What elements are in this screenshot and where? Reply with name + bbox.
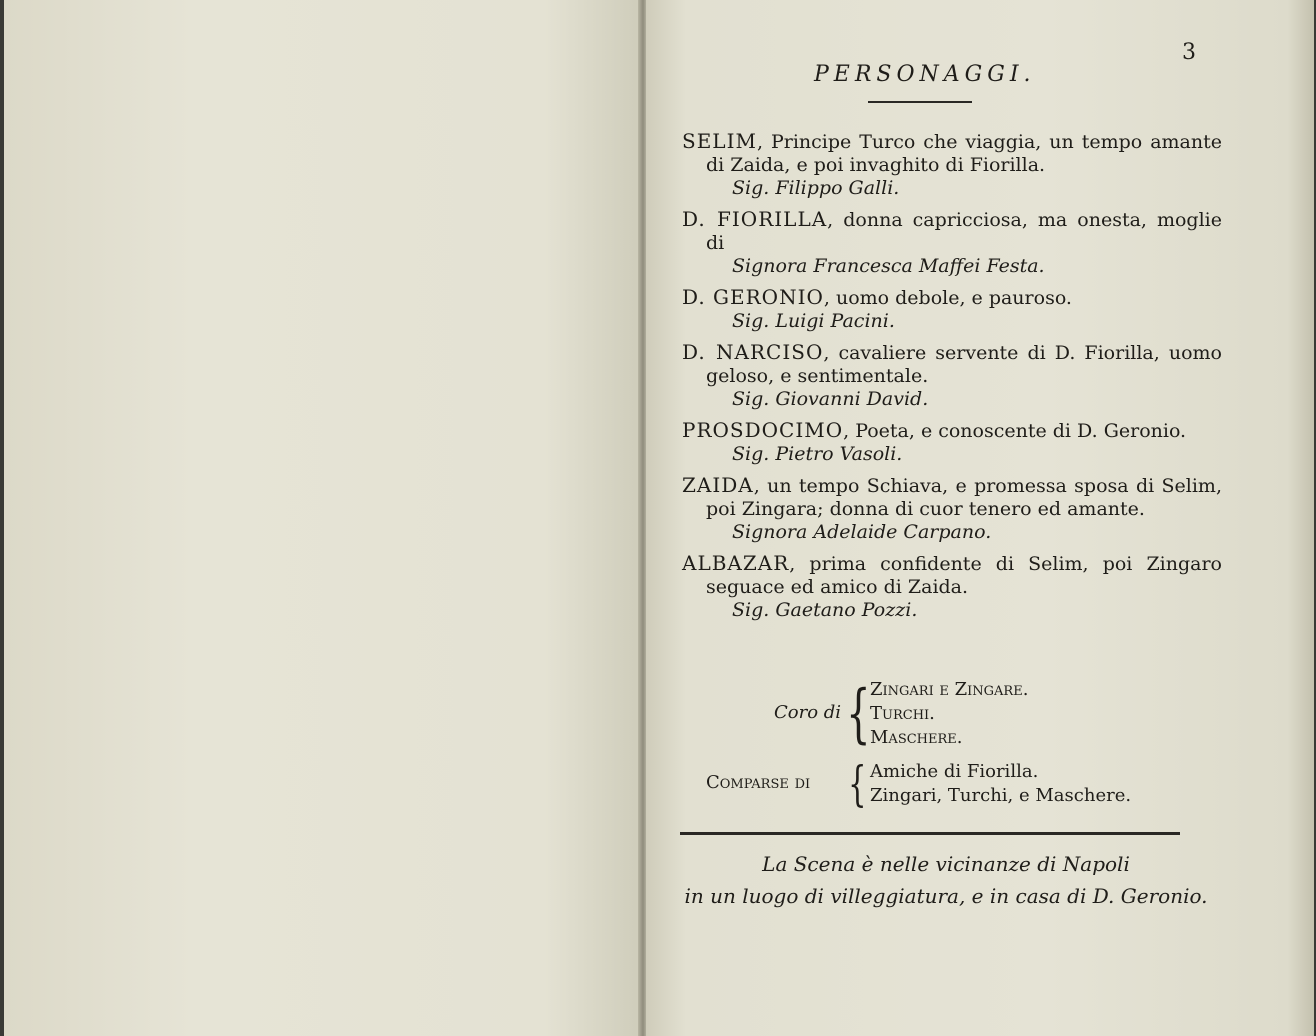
singer-name: Signora Adelaide Carpano. xyxy=(732,521,992,543)
cast-entry xyxy=(682,419,1222,466)
page-number: 3 xyxy=(1182,40,1196,65)
character-name: SELIM xyxy=(682,129,757,153)
comparse-item: Zingari, Turchi, e Maschere. xyxy=(870,785,1132,806)
divider-rule xyxy=(680,832,1180,835)
character-name: D. FIORILLA xyxy=(682,207,828,231)
character-name: D. GERONIO xyxy=(682,285,824,309)
singer-name: Sig. Filippo Galli. xyxy=(732,177,900,199)
title-rule xyxy=(868,101,972,103)
cast-entry xyxy=(682,286,1222,333)
character-description: , uomo debole, e pauroso. xyxy=(823,287,1072,309)
character-name: ZAIDA xyxy=(682,473,754,497)
cast-entry xyxy=(682,208,1222,278)
cast-entry xyxy=(682,552,1222,622)
cast-list xyxy=(682,130,1222,630)
character-description: , prima confidente di Selim, poi Zingaro seguace ed amico di Zaida. xyxy=(706,553,1222,598)
character-name: ALBAZAR xyxy=(682,551,790,575)
cast-entry xyxy=(682,341,1222,411)
scene-line: in un luogo di villeggiatura, e in casa di D. Geronio. xyxy=(684,884,1208,908)
singer-name: Sig. Luigi Pacini. xyxy=(732,310,895,332)
cast-entry xyxy=(682,130,1222,200)
scene-line: La Scena è nelle vicinanze di Napoli xyxy=(762,852,1130,876)
singer-name: Sig. Gaetano Pozzi. xyxy=(732,599,918,621)
cast-entry xyxy=(682,474,1222,544)
chorus-label: Coro di xyxy=(774,702,842,723)
character-description: , cavaliere servente di D. Fiorilla, uomo geloso, e sentimentale. xyxy=(706,342,1222,387)
singer-name: Signora Francesca Maffei Festa. xyxy=(732,255,1045,277)
brace-icon: { xyxy=(848,756,867,812)
comparse-item: Amiche di Fiorilla. xyxy=(870,761,1039,782)
right-page xyxy=(646,0,1314,1036)
character-description: , Poeta, e conoscente di D. Geronio. xyxy=(843,420,1187,442)
singer-name: Sig. Giovanni David. xyxy=(732,388,929,410)
chorus-item: Turchi. xyxy=(870,703,935,724)
chorus-item: Zingari e Zingare. xyxy=(870,679,1029,700)
singer-name: Sig. Pietro Vasoli. xyxy=(732,443,903,465)
brace-icon: { xyxy=(846,677,871,751)
character-description: , donna capricciosa, ma onesta, moglie di xyxy=(706,209,1222,254)
character-name: PROSDOCIMO xyxy=(682,418,844,442)
comparse-label: Comparse di xyxy=(706,772,811,793)
left-page xyxy=(4,0,640,1036)
chorus-item: Maschere. xyxy=(870,727,963,748)
show-through-text xyxy=(154,70,554,870)
character-description: , un tempo Schiava, e promessa sposa di Selim, poi Zingara; donna di cuor tenero ed amante. xyxy=(706,475,1222,520)
scene-setting xyxy=(666,848,1226,912)
page-title: PERSONAGGI. xyxy=(814,62,1036,87)
character-description: , Principe Turco che viaggia, un tempo amante di Zaida, e poi invaghito di Fiorilla. xyxy=(706,131,1222,176)
character-name: D. NARCISO xyxy=(682,340,824,364)
